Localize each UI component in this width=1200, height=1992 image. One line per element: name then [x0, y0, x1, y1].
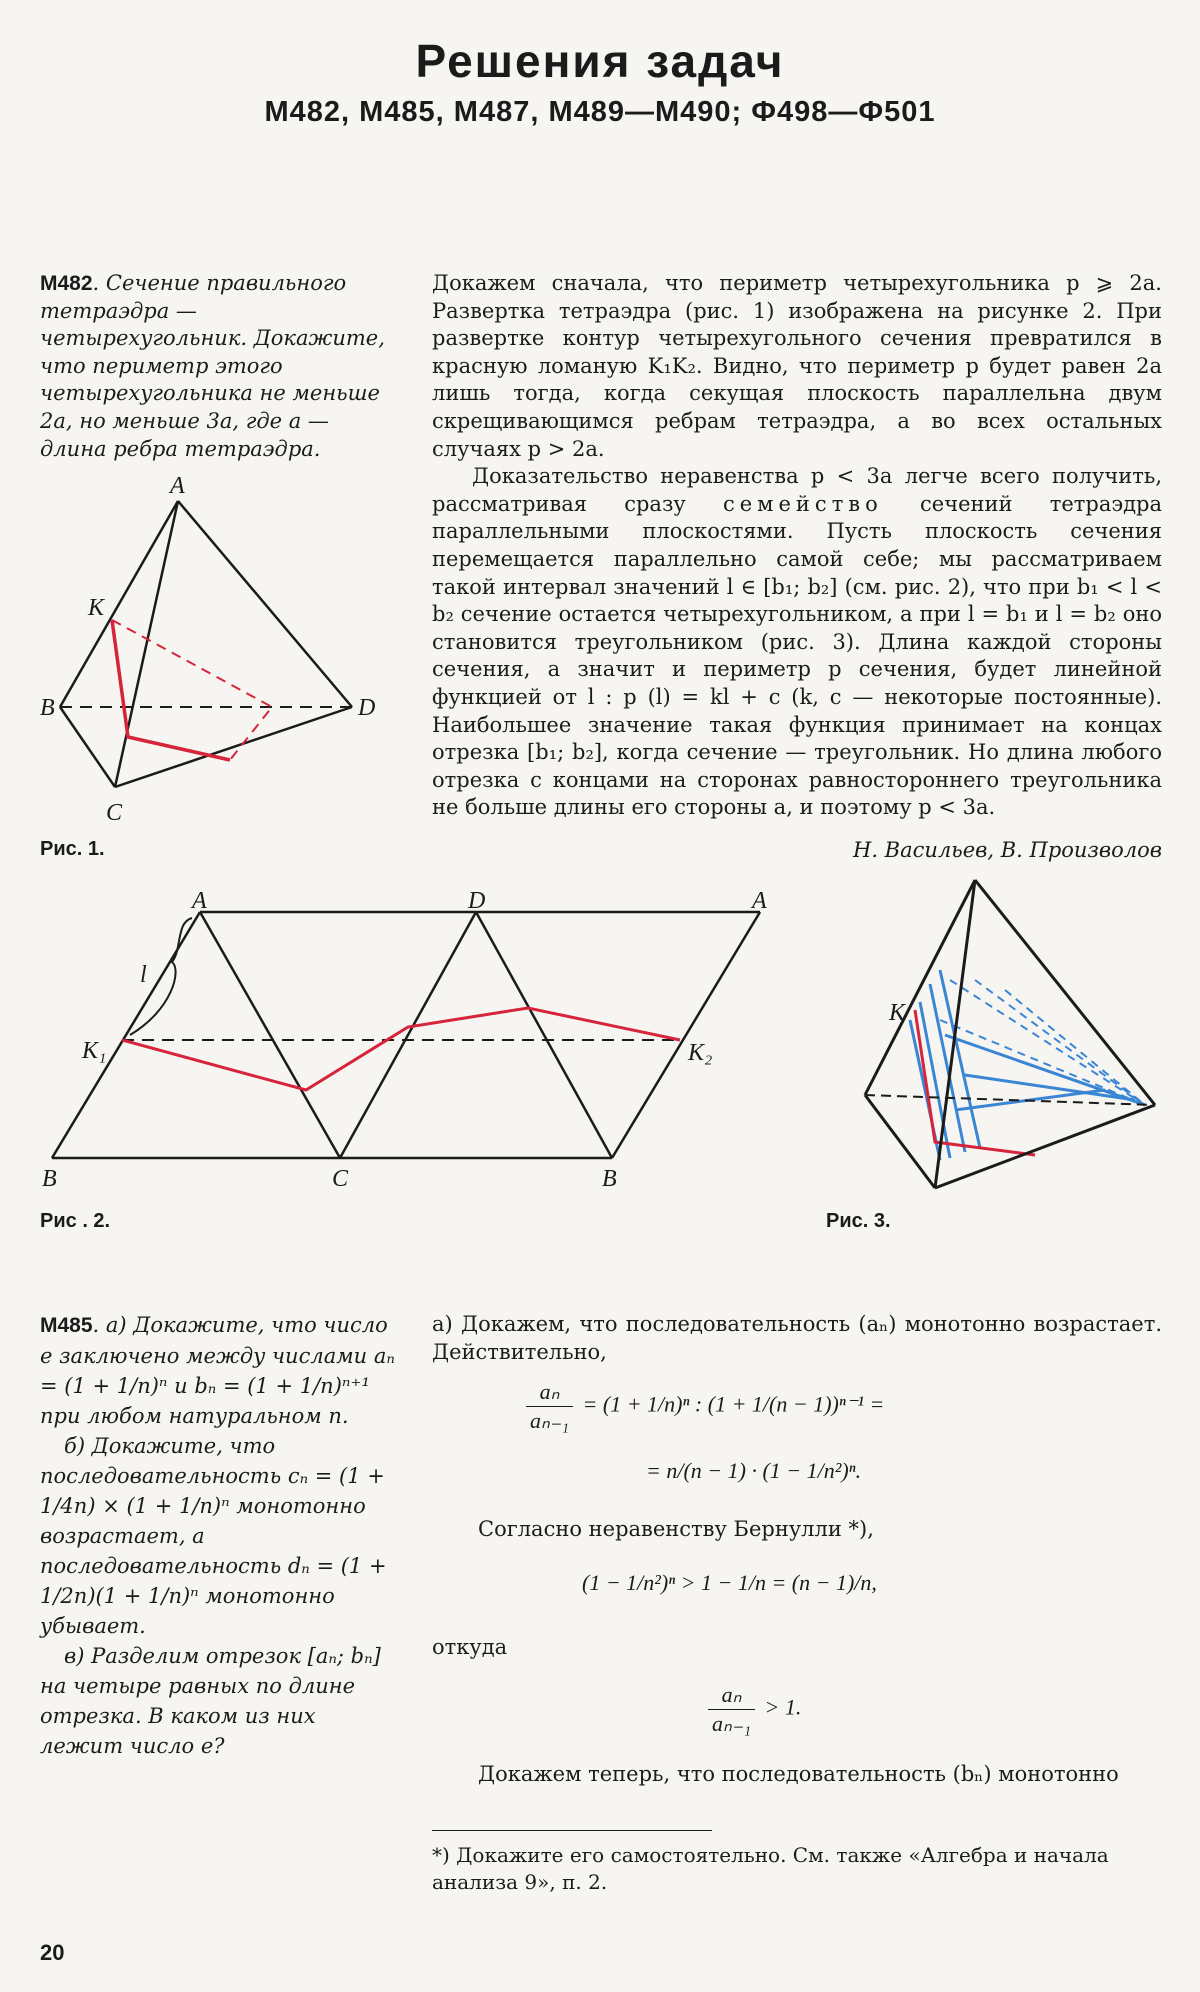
m482-p2-spaced: семейство [722, 491, 883, 516]
fig2-edge-DB [476, 912, 612, 1158]
m485-an-def: aₙ = (1 + 1/n)ⁿ [40, 1344, 395, 1398]
m485-dn-def: dₙ = (1 + 1/2n)(1 + 1/n)ⁿ [40, 1554, 387, 1608]
fig1-label-K: K [88, 595, 105, 621]
fig2-edge-AC [200, 912, 340, 1158]
m485-sentence-4: Докажем теперь, что последовательность (bₙ) монотонно [478, 1762, 1119, 1786]
fig3-label-K: K [889, 1000, 906, 1026]
m485-formula-4 [432, 1681, 1162, 1738]
m485-formula-3: (1 − 1/n²)ⁿ > 1 − 1/n = (n − 1)/n, [582, 1570, 877, 1595]
m485-sentence-2: Согласно неравенству Бернулли *), [478, 1517, 874, 1541]
m482-statement-text: . Сечение правильного тетраэдра — четырехугольник. Докажите, что периметр этого четырехугольника не меньше 2a, но меньше 3a, где a — длина ребра тетраэдра. [40, 271, 385, 461]
m485-and: и [167, 1374, 195, 1398]
fig2-label-C: C [332, 1166, 349, 1192]
m485-f1-den: aₙ₋₁ [530, 1408, 570, 1433]
m485-f1-num: aₙ [526, 1378, 573, 1407]
fig1-label-B: B [40, 695, 55, 721]
m485-statement-c: в) Разделим отрезок [aₙ; bₙ] на четыре равных по длине отрезка. В каком из них лежит число e? [40, 1644, 381, 1758]
m485-label: М485 [40, 1314, 93, 1337]
figure-1 [40, 475, 390, 835]
m485-sentence-3: откуда [432, 1635, 508, 1659]
page-number: 20 [40, 1940, 65, 1965]
m485-f1-rhs: = (1 + 1/n)ⁿ : (1 + 1/(n − 1))ⁿ⁻¹ = [582, 1391, 885, 1417]
fig2-label-A1: A [192, 888, 207, 914]
fig2-label-K2: K₂ [688, 1040, 713, 1066]
m482-paragraph-2 [432, 463, 1162, 822]
m482-authors: Н. Васильев, В. Произволов [853, 838, 1162, 862]
m485-f4-num: aₙ [708, 1681, 755, 1710]
m485-bn-def: bₙ = (1 + 1/n)ⁿ⁺¹ [194, 1374, 370, 1398]
fig2-label-K1: K₁ [82, 1038, 107, 1064]
m485-cn-def: cₙ = (1 + 1/4n) × (1 + 1/n)ⁿ [40, 1464, 385, 1518]
m485-f1-fraction [526, 1378, 573, 1435]
m482-p2-start: Доказательство неравенства p < 3a легче всего получить, рассматривая сразу [432, 464, 1162, 516]
edge-AD [178, 501, 352, 707]
m482-statement [40, 270, 395, 463]
fig2-edge-DC [340, 912, 476, 1158]
m485-statement-b2: монотонно возрастает, а последовательность [40, 1494, 366, 1578]
m485-f4-rhs: > 1. [764, 1694, 802, 1720]
m485-statement-b1: б) Докажите, что последовательность [40, 1434, 288, 1488]
m485-formula-1 [432, 1378, 1162, 1435]
section-visible [112, 620, 230, 760]
m482-paragraph-1: Докажем сначала, что периметр четырехугольника p ⩾ 2a. Развертка тетраэдра (рис. 1) изображена на рисунке 2. При развертке контур четырехугольного сечения превратился в красную ломаную K₁K₂. Видно, что периметр p будет равен 2a лишь тогда, когда секущая плоскость параллельна двум скрещивающимся ребрам тетраэдра, а во всех остальных случаях p > 2a. [432, 271, 1162, 461]
m482-p2-end: сечений тетраэдра параллельными плоскостями. Пусть плоскость сечения перемещается параллельно самой себе; мы рассматриваем такой интервал значений l ∈ [b₁; b₂] (см. рис. 2), что при b₁ < l < b₂ сечение остается четырехугольником, а при l = b₁ и l = b₂ оно становится треугольником (рис. 3). Длина каждой стороны сечения, а значит и периметр p сечения, будет линейной функцией от l : p (l) = kl + c (k, c — некоторые постоянные). Наибольшее значение такая функция принимает на концах отрезка [b₁; b₂], когда сечение — треугольник. Но длина любого отрезка с концами на сторонах равностороннего треугольника не больше длины его стороны a, и поэтому p < 3a. [432, 491, 1163, 820]
m485-statement-b3: монотонно убывает. [40, 1584, 335, 1638]
m485-statement-a2: при любом натуральном n. [40, 1404, 349, 1428]
fig2-label-A2: A [752, 888, 767, 914]
edge-BC [60, 707, 115, 787]
fig1-label-A: A [170, 475, 185, 499]
figure-3 [855, 870, 1175, 1200]
fig1-label-C: C [106, 800, 123, 826]
m485-solution [432, 1310, 1162, 1788]
fig3-edge-BC [865, 1095, 935, 1188]
edge-AC [115, 501, 178, 787]
fig2-label-D: D [468, 888, 486, 914]
page-title: Решения задач [415, 35, 785, 87]
fig1-label-D: D [358, 695, 376, 721]
figure-2 [40, 880, 800, 1200]
m482-label: М482 [40, 272, 93, 295]
m485-formula-2: = n/(n − 1) · (1 − 1/n²)ⁿ. [646, 1458, 862, 1483]
footnote-rule [432, 1830, 712, 1831]
m485-statement [40, 1310, 395, 1761]
footnote: *) Докажите его самостоятельно. См. также «Алгебра и начала анализа 9», п. 2. [432, 1843, 1109, 1894]
fig2-label-B1: B [42, 1166, 57, 1192]
fig3-caption: Рис. 3. [826, 1210, 891, 1232]
edge-CD [115, 707, 352, 787]
fig2-label-l: l [140, 962, 147, 988]
fig3-edge-AD [975, 880, 1155, 1105]
m482-solution [432, 270, 1162, 822]
m485-f4-den: aₙ₋₁ [712, 1711, 752, 1736]
m485-f4-fraction [708, 1681, 755, 1738]
page-subtitle: М482, М485, М487, М489—М490; Ф498—Ф501 [264, 96, 936, 128]
fig2-caption: Рис . 2. [40, 1210, 111, 1232]
fig1-caption: Рис. 1. [40, 838, 105, 860]
m485-statement-a1: . а) Докажите, что число e заключено между числами [40, 1313, 388, 1368]
fig2-edge-AB2 [612, 912, 760, 1158]
fig3-blue-sections [910, 970, 1145, 1160]
m485-sentence-1: а) Докажем, что последовательность (aₙ) монотонно возрастает. Действительно, [432, 1312, 1162, 1364]
fig2-label-B2: B [602, 1166, 617, 1192]
